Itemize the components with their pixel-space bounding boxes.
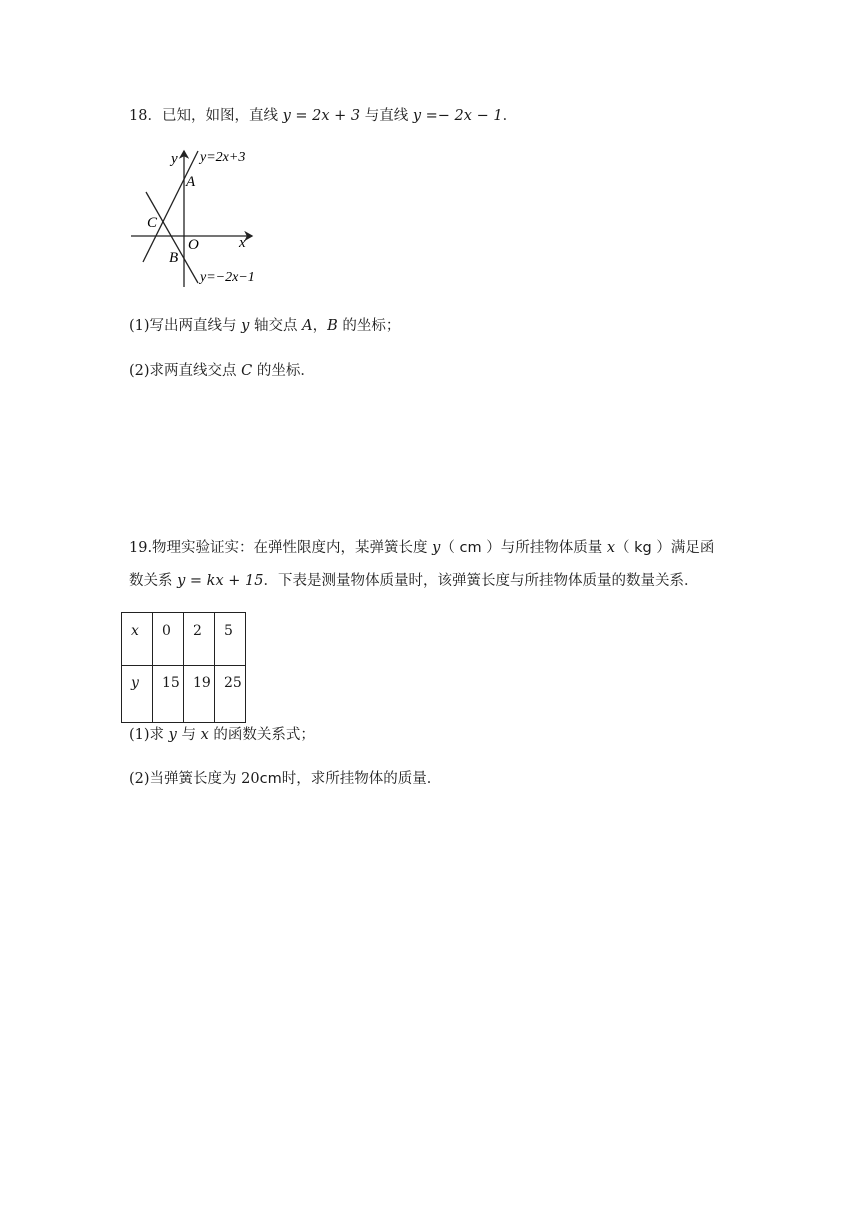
q18-graph-figure [128,145,288,295]
q19-stem-line1 [129,538,714,558]
q18-part1-point-b: B [327,318,338,334]
y-axis-label: y [171,151,178,167]
q18-part1-text-a: (1)写出两直线与 [129,318,242,334]
q19-part2 [129,769,441,789]
q19-var-x: x [606,540,615,556]
table-value: 2 [193,623,202,639]
q19-line2-text-a: 数关系 [129,573,178,589]
q18-part1-var-y: y [241,318,250,334]
q19-part2-text-a: (2)当弹簧长度为 20 [129,771,260,787]
q18-part1-point-a: A [302,318,313,334]
table-cell [184,613,215,666]
q18-part1-text-b: 轴交点 [249,318,303,334]
q18-part2 [129,361,315,381]
q18-part1-text-c: 的坐标； [337,318,401,334]
table-cell [153,613,184,666]
table-value: 15 [162,675,180,691]
q18-equation-1: y = 2x + 3 [282,108,361,124]
q18-part2-text-b: 的坐标． [252,363,315,379]
table-value: 19 [193,675,211,691]
q18-part1 [129,316,400,336]
q18-lead: 18．已知，如图，直线 [129,108,283,124]
q18-equation-2: y =− 2x − 1 [412,108,503,124]
q19-part2-unit: cm [259,771,282,787]
q19-part1-text-b: 与 [176,727,201,743]
q19-part1-var-y: y [168,727,177,743]
table-row-y [122,666,246,723]
line1-label: y=2x+3 [200,150,246,165]
point-a-label: A [186,174,196,190]
table-value: 5 [224,623,233,639]
point-b-label: B [169,250,179,266]
q19-part1-text-c: 的函数关系式； [208,727,315,743]
table-value: 25 [224,675,242,691]
q19-text-a: 19.物理实验证实：在弹性限度内，某弹簧长度 [129,540,433,556]
q19-line2-text-b: ．下表是测量物体质量时，该弹簧长度与所挂物体质量的数量关系． [263,573,699,589]
q19-part1 [129,725,315,745]
q18-end: ． [502,108,518,124]
q19-stem-line2 [129,571,698,591]
line2-label: y=−2x−1 [200,270,255,285]
table-cell [215,666,246,723]
table-cell [153,666,184,723]
table-header-y: y [131,675,139,691]
q19-data-table [121,612,246,723]
table-cell [184,666,215,723]
q18-stem [129,106,517,126]
q19-part1-text-a: (1)求 [129,727,169,743]
q19-var-y: y [432,540,441,556]
q19-text-c: 满足函 [670,540,715,556]
q18-part1-sep: ， [312,318,328,334]
table-cell [122,613,153,666]
table-row-x [122,613,246,666]
table-header-x: x [131,623,139,639]
q18-part2-point-c: C [241,363,253,379]
q19-text-b: 与所挂物体质量 [500,540,607,556]
table-value: 0 [162,623,171,639]
x-axis-label: x [239,235,246,251]
point-c-label: C [147,215,158,231]
table-cell [215,613,246,666]
q19-formula: y = kx + 15 [177,573,264,589]
table-cell [122,666,153,723]
origin-label: O [188,237,199,253]
q19-part1-var-x: x [200,727,209,743]
q19-unit-kg: （ kg ） [615,540,671,556]
q19-part2-text-b: 时，求所挂物体的质量． [281,771,442,787]
q18-mid: 与直线 [360,108,413,124]
q18-part2-text-a: (2)求两直线交点 [129,363,242,379]
q19-unit-cm: （ cm ） [440,540,501,556]
